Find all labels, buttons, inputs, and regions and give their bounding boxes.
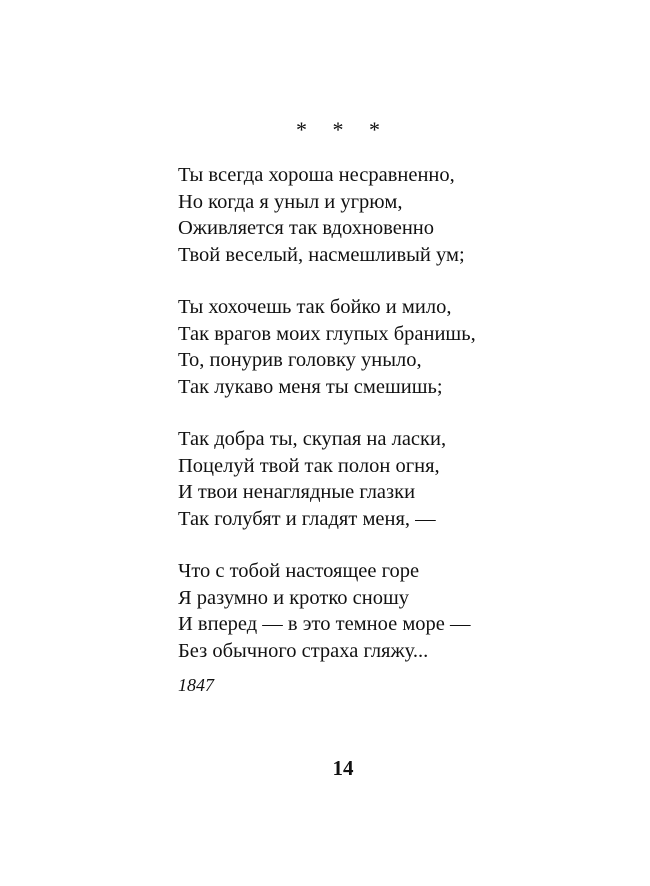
poem-line: Я разумно и кротко сношу [178, 586, 410, 609]
poem-line: Ты хохочешь так бойко и мило, [178, 296, 452, 318]
poem-line: Так врагов моих глупых бранишь, [178, 322, 476, 345]
poem-line: Что с тобой настоящее горе [178, 560, 420, 582]
poem-line: И твои ненаглядные глазки [178, 481, 416, 503]
poem-line: Поцелуй твой так полон огня, [178, 454, 440, 477]
stanza [178, 294, 618, 400]
poem-line: То, понурив головку уныло, [178, 349, 422, 371]
section-ornament: * * * [296, 117, 390, 142]
page-number: 14 [332, 756, 354, 780]
poem-line: Без обычного страха гляжу... [178, 639, 429, 662]
poem-line: И вперед — в это темное море — [178, 613, 471, 635]
poem-year: 1847 [178, 675, 214, 695]
stanza [178, 426, 618, 532]
poem-line: Так голубят и гладят меня, — [178, 507, 436, 530]
poem [178, 162, 618, 696]
poem-line: Так лукаво меня ты смешишь; [178, 375, 443, 398]
stanza [178, 558, 618, 664]
poem-line: Ты всегда хороша несравненно, [178, 164, 455, 186]
poem-line: Твой веселый, насмешливый ум; [178, 243, 465, 266]
stanza [178, 162, 618, 268]
poem-line: Но когда я уныл и угрюм, [178, 190, 403, 213]
poem-line: Так добра ты, скупая на ласки, [178, 428, 447, 450]
poem-line: Оживляется так вдохновенно [178, 217, 435, 239]
